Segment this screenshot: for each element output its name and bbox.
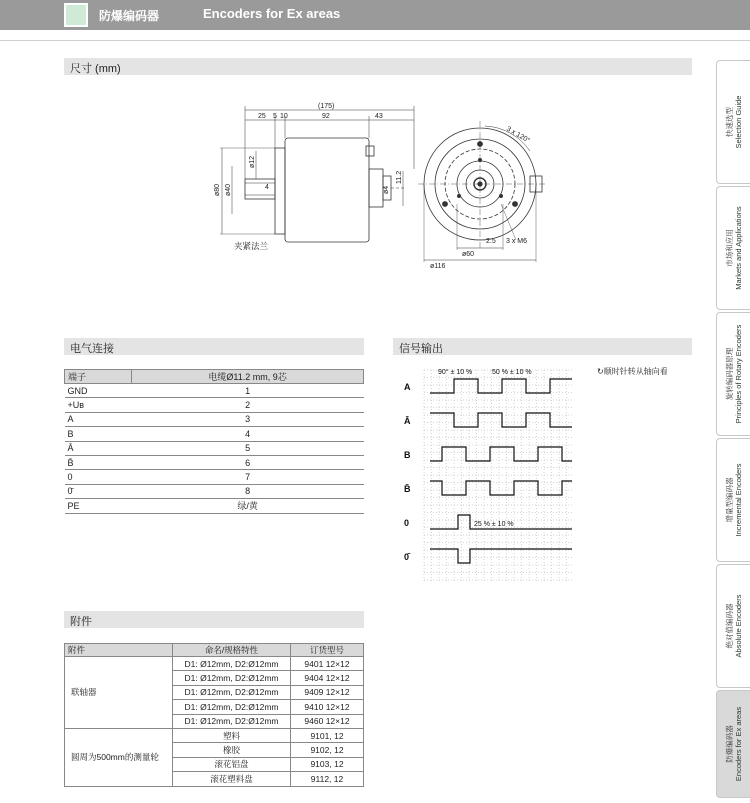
- rotation-note: [597, 366, 668, 377]
- dim-3xm6: 3 x M6: [506, 238, 528, 245]
- dim-43: 43: [375, 113, 383, 120]
- dim-d12: ø12: [249, 155, 256, 168]
- tab-principles[interactable]: 旋转编码器原理 Principles of Rotary Encoders: [716, 312, 750, 436]
- page-header: [0, 0, 750, 30]
- at-header-spec: 命名/规格特性: [173, 644, 291, 657]
- tab-markets-applications[interactable]: 市场和应用 Markets and Applications: [716, 186, 750, 310]
- shaft-shape: [245, 179, 275, 199]
- signal-trace: [430, 481, 572, 495]
- dim-4: 4: [265, 184, 269, 191]
- signal-label: Ā: [404, 416, 411, 426]
- at-header-accessory: 附件: [65, 644, 173, 657]
- table-row: B 4: [65, 427, 364, 441]
- signal-trace: [430, 549, 572, 563]
- rotate-cw-icon: ↻: [597, 367, 604, 376]
- electrical-table: [64, 369, 364, 514]
- header-title-en: Encoders for Ex areas: [203, 6, 341, 21]
- signal-annotation: 25 % ± 10 %: [474, 521, 514, 528]
- signal-label: B: [404, 450, 411, 460]
- header-divider: [0, 40, 750, 41]
- section-dimensions: 尺寸 (mm): [64, 58, 692, 75]
- dim-d40: ø40: [225, 183, 232, 196]
- dim-d4: ø4: [383, 185, 390, 194]
- flange-shape: [275, 148, 285, 234]
- dim-d80: ø80: [214, 183, 221, 196]
- signal-trace: [430, 447, 572, 461]
- section-accessories: 附件: [64, 611, 364, 628]
- table-row: 联轴器 D1: Ø12mm, D2:Ø12mm 9401 12×12: [65, 657, 364, 671]
- signal-annotation: 90° ± 10 %: [438, 369, 473, 376]
- dim-10: 10: [280, 113, 288, 120]
- dim-2-5: 2.5: [486, 238, 496, 245]
- table-row: Ā 5: [65, 441, 364, 455]
- at-header-order: 订货型号: [291, 644, 364, 657]
- housing-shape: [285, 138, 369, 242]
- header-title-cn: 防爆编码器: [99, 9, 160, 23]
- drawing-caption: 夹紧法兰: [234, 241, 269, 251]
- et-header-terminal: 端子: [65, 370, 132, 384]
- tab-absolute[interactable]: 绝对值编码器 Absolute Encoders: [716, 564, 750, 688]
- table-row: D1: Ø12mm, D2:Ø12mm 9460 12×12: [65, 714, 364, 728]
- section-signal: 信号输出: [393, 338, 692, 355]
- signal-trace: [430, 379, 572, 393]
- section-electrical: 电气连接: [64, 338, 364, 355]
- dim-d116: ø116: [430, 263, 446, 270]
- signal-label: 0̄: [404, 552, 410, 562]
- dim-11-2: 11.2: [396, 170, 403, 184]
- rotation-note-text: 顺时针转从轴向看: [603, 367, 668, 376]
- dim-5: 5: [273, 113, 277, 120]
- table-row: 滚花铝盘 9103, 12: [65, 757, 364, 771]
- signal-annotation: 50 % ± 10 %: [492, 369, 532, 376]
- tab-selection-guide[interactable]: 快速选型 Selection Guide: [716, 60, 750, 184]
- table-row: D1: Ø12mm, D2:Ø12mm 9404 12×12: [65, 671, 364, 685]
- table-row: PE 绿/黄: [65, 499, 364, 513]
- table-row: D1: Ø12mm, D2:Ø12mm 9409 12×12: [65, 685, 364, 699]
- signal-label: A: [404, 382, 411, 392]
- wheel-label: 圆周为500mm的测量轮: [65, 728, 173, 786]
- tab-ex-areas[interactable]: 防爆编码器 Encoders for Ex areas: [716, 690, 750, 798]
- table-row: GND 1: [65, 384, 364, 398]
- dim-d60: ø60: [462, 251, 475, 258]
- table-row: B̄ 6: [65, 455, 364, 469]
- dim-175: (175): [318, 103, 335, 110]
- accessories-table: [64, 643, 364, 787]
- et-header-cable: 电缆Ø11.2 mm, 9芯: [132, 370, 364, 384]
- table-row: +Uв 2: [65, 398, 364, 412]
- table-row: 圆周为500mm的测量轮 塑料 9101, 12: [65, 728, 364, 742]
- dimension-drawing: [200, 96, 560, 271]
- table-row: 0̄ 8: [65, 484, 364, 498]
- dim-92: 92: [322, 113, 330, 120]
- signal-label: B̄: [404, 484, 411, 494]
- table-row: 滚花塑料盘 9112, 12: [65, 772, 364, 786]
- tab-incremental[interactable]: 增量型编码器 Incremental Encoders: [716, 438, 750, 562]
- signal-label: 0: [404, 518, 410, 528]
- table-row: A 3: [65, 412, 364, 426]
- header-marker: [64, 3, 88, 27]
- cable-gland-shape: [369, 169, 383, 207]
- table-row: 橡胶 9102, 12: [65, 743, 364, 757]
- signal-diagram: [400, 366, 580, 586]
- dim-3x120: 3 x 120°: [505, 125, 531, 145]
- side-tabs: [716, 60, 750, 798]
- table-row: 0 7: [65, 470, 364, 484]
- table-row: D1: Ø12mm, D2:Ø12mm 9410 12×12: [65, 700, 364, 714]
- coupling-label: 联轴器: [65, 657, 173, 729]
- dim-25: 25: [258, 113, 266, 120]
